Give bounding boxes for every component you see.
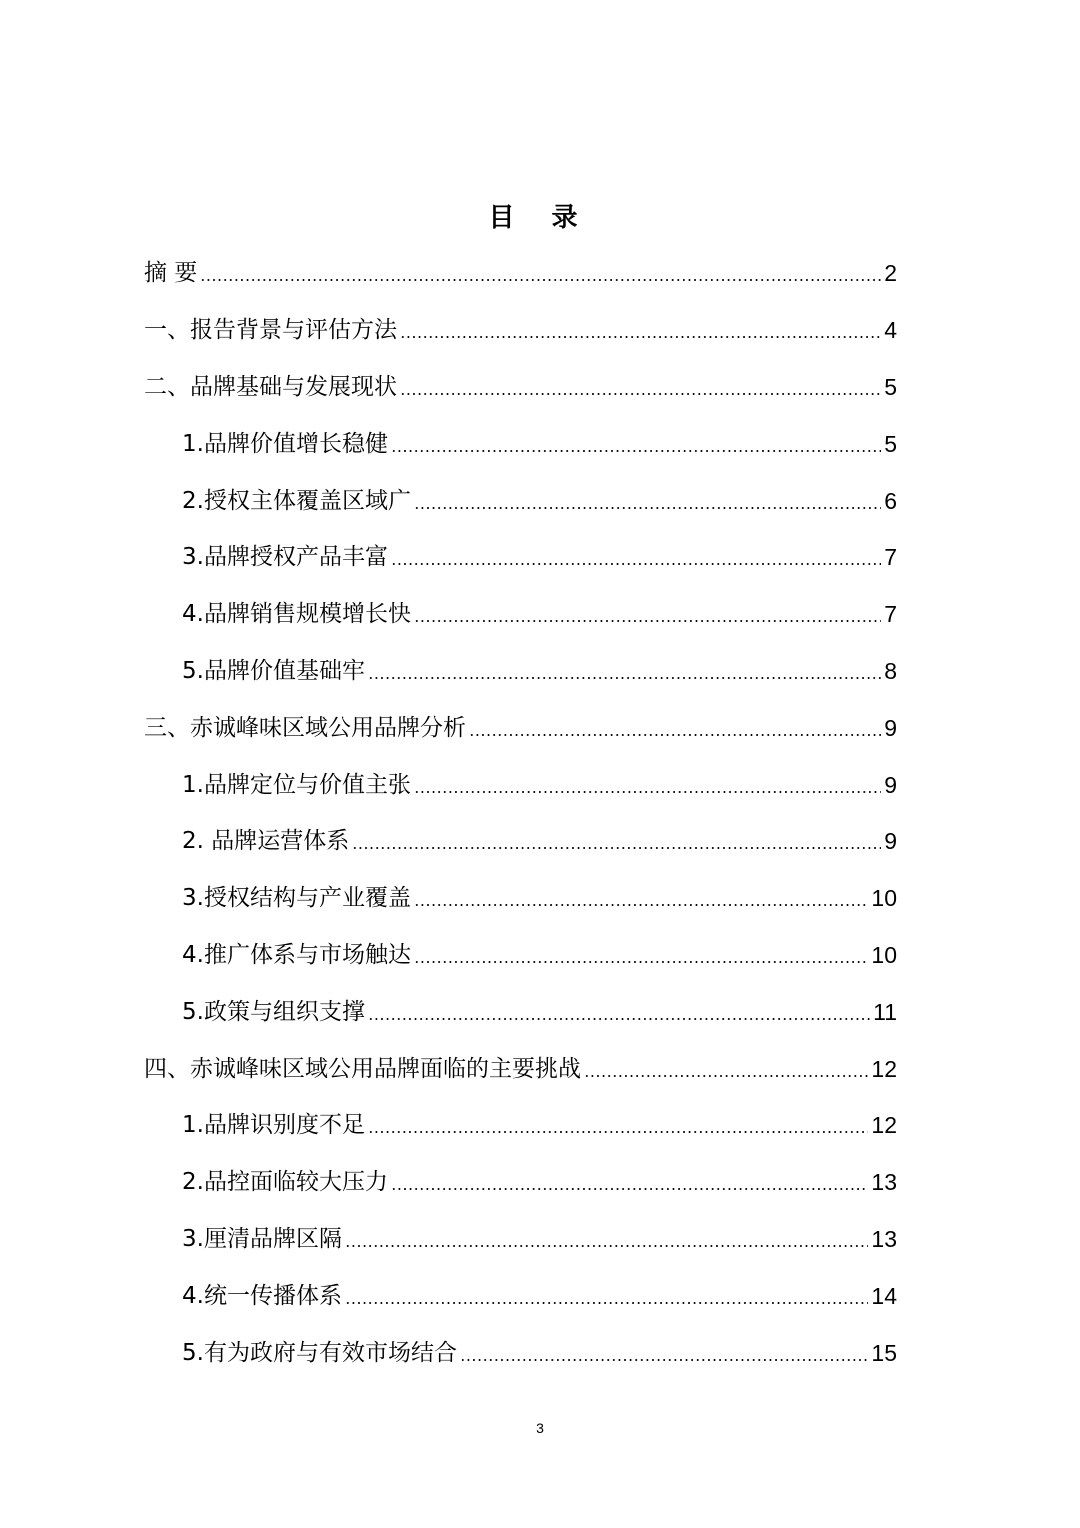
toc-entry-section-3-1[interactable]: [0, 756, 1080, 813]
toc-entry-section-2-3[interactable]: [0, 529, 1080, 586]
dot-leader: [414, 961, 868, 963]
toc-entry-page: 11: [873, 998, 897, 1025]
dot-leader: [352, 847, 881, 849]
toc-entry-section-3-4[interactable]: [0, 927, 1080, 984]
toc-entry-page: 9: [884, 828, 897, 855]
table-of-contents: [0, 245, 1080, 1381]
toc-entry-page: 12: [871, 1112, 897, 1139]
dot-leader: [414, 620, 881, 622]
footer-page-number: 3: [536, 1420, 544, 1436]
toc-entry-page: 12: [871, 1055, 897, 1082]
toc-entry-section-3-2[interactable]: [0, 813, 1080, 870]
dot-leader: [400, 393, 881, 395]
toc-entry-page: 14: [871, 1282, 897, 1309]
dot-leader: [368, 1018, 870, 1020]
toc-entry-section-4-4[interactable]: [0, 1267, 1080, 1324]
toc-entry-section-3-3[interactable]: [0, 870, 1080, 927]
toc-entry-section-3[interactable]: [0, 699, 1080, 756]
dot-leader: [345, 1302, 868, 1304]
toc-entry-label: 三、赤诚峰味区域公用品牌分析: [144, 714, 466, 741]
dot-leader: [414, 507, 881, 509]
toc-entry-section-3-5[interactable]: [0, 983, 1080, 1040]
toc-entry-section-2-1[interactable]: [0, 415, 1080, 472]
toc-entry-label: 2.品控面临较大压力: [182, 1169, 388, 1196]
toc-entry-label: 5.品牌价值基础牢: [182, 657, 365, 684]
toc-entry-section-1[interactable]: [0, 302, 1080, 359]
toc-entry-page: 6: [884, 487, 897, 514]
toc-entry-label: 4.推广体系与市场触达: [182, 941, 411, 968]
dot-leader: [391, 450, 881, 452]
dot-leader: [200, 279, 881, 281]
toc-entry-section-4-1[interactable]: [0, 1097, 1080, 1154]
dot-leader: [391, 1188, 868, 1190]
toc-entry-section-2-4[interactable]: [0, 586, 1080, 643]
dot-leader: [469, 734, 881, 736]
toc-entry-page: 5: [884, 430, 897, 457]
toc-entry-page: 4: [884, 317, 897, 344]
toc-entry-label: 1.品牌识别度不足: [182, 1112, 365, 1139]
toc-entry-label: 一、报告背景与评估方法: [144, 317, 397, 344]
toc-entry-section-2[interactable]: [0, 359, 1080, 416]
dot-leader: [414, 791, 881, 793]
toc-entry-label: 4.品牌销售规模增长快: [182, 601, 411, 628]
toc-entry-section-2-5[interactable]: [0, 643, 1080, 700]
dot-leader: [414, 904, 868, 906]
toc-entry-section-4-3[interactable]: [0, 1211, 1080, 1268]
toc-entry-page: 10: [871, 885, 897, 912]
toc-entry-label: 2. 品牌运营体系: [182, 828, 350, 855]
toc-title: 目 录: [488, 203, 592, 233]
toc-entry-page: 5: [884, 373, 897, 400]
toc-entry-page: 7: [884, 601, 897, 628]
toc-entry-page: 13: [871, 1169, 897, 1196]
toc-entry-label: 2.授权主体覆盖区域广: [182, 487, 411, 514]
toc-entry-label: 四、赤诚峰味区域公用品牌面临的主要挑战: [144, 1055, 581, 1082]
toc-entry-label: 3.授权结构与产业覆盖: [182, 885, 411, 912]
toc-entry-label: 1.品牌定位与价值主张: [182, 771, 411, 798]
toc-entry-label: 1.品牌价值增长稳健: [182, 430, 388, 457]
toc-entry-page: 7: [884, 544, 897, 571]
dot-leader: [345, 1245, 868, 1247]
dot-leader: [391, 563, 881, 565]
toc-entry-label: 4.统一传播体系: [182, 1282, 342, 1309]
toc-entry-label: 5.有为政府与有效市场结合: [182, 1339, 457, 1366]
toc-entry-label: 二、品牌基础与发展现状: [144, 373, 397, 400]
toc-entry-section-2-2[interactable]: [0, 472, 1080, 529]
toc-entry-page: 8: [884, 657, 897, 684]
dot-leader: [368, 1131, 868, 1133]
dot-leader: [584, 1075, 868, 1077]
toc-entry-section-4-5[interactable]: [0, 1324, 1080, 1381]
toc-entry-page: 10: [871, 941, 897, 968]
toc-entry-page: 9: [884, 771, 897, 798]
toc-entry-label: 摘 要: [144, 260, 198, 287]
toc-entry-section-4[interactable]: [0, 1040, 1080, 1097]
dot-leader: [460, 1359, 868, 1361]
toc-entry-abstract[interactable]: [0, 245, 1080, 302]
toc-entry-page: 2: [884, 260, 897, 287]
toc-entry-label: 3.品牌授权产品丰富: [182, 544, 388, 571]
toc-entry-label: 5.政策与组织支撑: [182, 998, 365, 1025]
toc-entry-page: 15: [871, 1339, 897, 1366]
toc-entry-section-4-2[interactable]: [0, 1154, 1080, 1211]
toc-entry-label: 3.厘清品牌区隔: [182, 1225, 342, 1252]
toc-entry-page: 9: [884, 714, 897, 741]
toc-entry-page: 13: [871, 1225, 897, 1252]
dot-leader: [400, 336, 881, 338]
dot-leader: [368, 677, 881, 679]
